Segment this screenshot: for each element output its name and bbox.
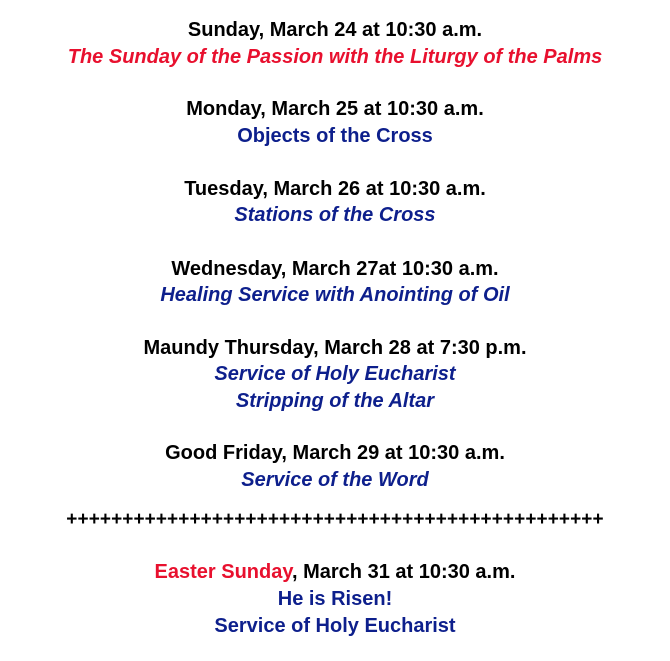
easter-service-eucharist: Service of Holy Eucharist: [214, 615, 456, 637]
event-service-stripping: Stripping of the Altar: [235, 390, 435, 412]
event-heading-monday: Monday, March 25 at 10:30 a.m.: [186, 98, 484, 120]
easter-date: , March 31 at 10:30 a.m.: [292, 561, 516, 583]
event-heading-tuesday: Tuesday, March 26 at 10:30 a.m.: [184, 178, 486, 200]
event-service-eucharist: Service of Holy Eucharist: [214, 363, 456, 385]
event-service-healing: Healing Service with Anointing of Oil: [160, 284, 510, 306]
separator-line: ++++++++++++++++++++++++++++++++++++++++++++++++: [66, 509, 604, 530]
easter-title: Easter Sunday: [154, 561, 292, 583]
event-service-objects: Objects of the Cross: [237, 125, 433, 147]
event-heading-wednesday: Wednesday, March 27at 10:30 a.m.: [171, 258, 499, 280]
event-service-stations: Stations of the Cross: [234, 204, 436, 226]
event-heading-maundy-thursday: Maundy Thursday, March 28 at 7:30 p.m.: [143, 337, 527, 359]
event-heading-good-friday: Good Friday, March 29 at 10:30 a.m.: [165, 442, 505, 464]
event-service-word: Service of the Word: [241, 469, 429, 491]
event-heading-sunday: Sunday, March 24 at 10:30 a.m.: [187, 19, 483, 41]
easter-heading: [0, 560, 670, 584]
easter-risen: He is Risen!: [277, 588, 393, 610]
event-service-palms: The Sunday of the Passion with the Liturgy of the Palms: [67, 46, 603, 68]
